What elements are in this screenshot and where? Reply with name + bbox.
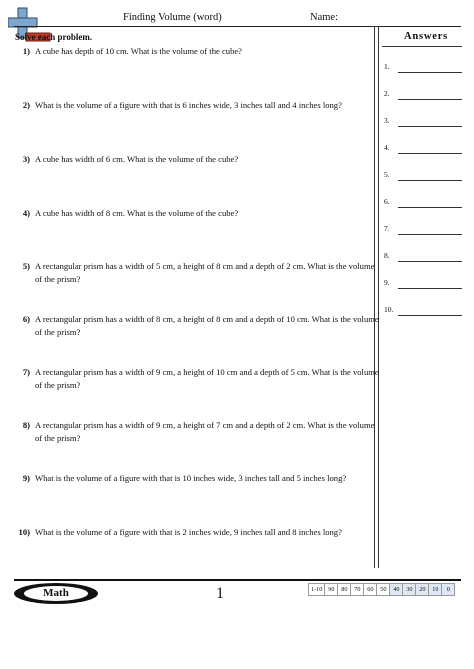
question-number: 4)	[22, 208, 30, 218]
answer-label: 4.	[384, 143, 390, 152]
instructions: Solve each problem.	[15, 32, 93, 42]
question-number: 6)	[22, 314, 30, 324]
question-text: A rectangular prism has a width of 5 cm, a height of 8 cm and a depth of 2 cm. What is the volume of the prism?	[35, 261, 375, 284]
answer-label: 5.	[384, 170, 390, 179]
question-number: 9)	[22, 473, 30, 483]
score-table	[308, 583, 455, 595]
answer-label: 9.	[384, 278, 390, 287]
footer-divider	[14, 579, 461, 581]
score-cell: 40	[390, 583, 403, 596]
question-text: What is the volume of a figure with that is 10 inches wide, 3 inches tall and 5 inches long?	[35, 473, 347, 483]
question-text: A rectangular prism has a width of 9 cm, a height of 7 cm and a depth of 2 cm. What is the volume of the prism?	[35, 420, 375, 443]
worksheet-title: Finding Volume (word)	[123, 12, 222, 23]
header-divider	[14, 26, 461, 27]
question-text: A cube has width of 6 cm. What is the volume of the cube?	[35, 154, 239, 164]
score-cell: 50	[377, 583, 390, 596]
score-cell: 30	[403, 583, 416, 596]
page-number: 1	[216, 585, 224, 602]
question-text: A cube has depth of 10 cm. What is the volume of the cube?	[35, 46, 242, 56]
score-cell: 60	[364, 583, 377, 596]
question-text: What is the volume of a figure with that is 2 inches wide, 9 inches tall and 8 inches long?	[35, 527, 342, 537]
score-cell: 70	[351, 583, 364, 596]
answers-heading: Answers	[403, 31, 449, 42]
question-number: 1)	[22, 46, 30, 56]
subject-label: Math	[24, 586, 88, 601]
score-cell: 10	[429, 583, 442, 596]
question-number: 3)	[22, 154, 30, 164]
subject-badge	[14, 583, 98, 604]
answer-label: 8.	[384, 251, 390, 260]
answer-label: 10.	[384, 305, 394, 314]
question-number: 7)	[22, 367, 30, 377]
answer-label: 7.	[384, 224, 390, 233]
score-cell: 20	[416, 583, 429, 596]
answers-heading-rule	[382, 46, 462, 47]
score-cell: 1-10	[308, 583, 325, 596]
question-text: What is the volume of a figure with that is 6 inches wide, 3 inches tall and 4 inches long?	[35, 100, 342, 110]
question-text: A rectangular prism has a width of 8 cm, a height of 8 cm and a depth of 10 cm. What is the volume of the prism?	[35, 314, 379, 337]
question-text: A rectangular prism has a width of 9 cm, a height of 10 cm and a depth of 5 cm. What is the volume of the prism?	[35, 367, 379, 390]
score-cell: 90	[325, 583, 338, 596]
answer-label: 2.	[384, 89, 390, 98]
question-number: 8)	[22, 420, 30, 430]
name-label: Name:	[310, 12, 338, 23]
question-number: 2)	[22, 100, 30, 110]
question-number: 10)	[18, 527, 30, 537]
question-number: 5)	[22, 261, 30, 271]
question-text: A cube has width of 8 cm. What is the volume of the cube?	[35, 208, 239, 218]
answer-label: 3.	[384, 116, 390, 125]
score-cell: 0	[442, 583, 455, 596]
score-cell: 80	[338, 583, 351, 596]
answer-label: 1.	[384, 62, 390, 71]
answer-label: 6.	[384, 197, 390, 206]
